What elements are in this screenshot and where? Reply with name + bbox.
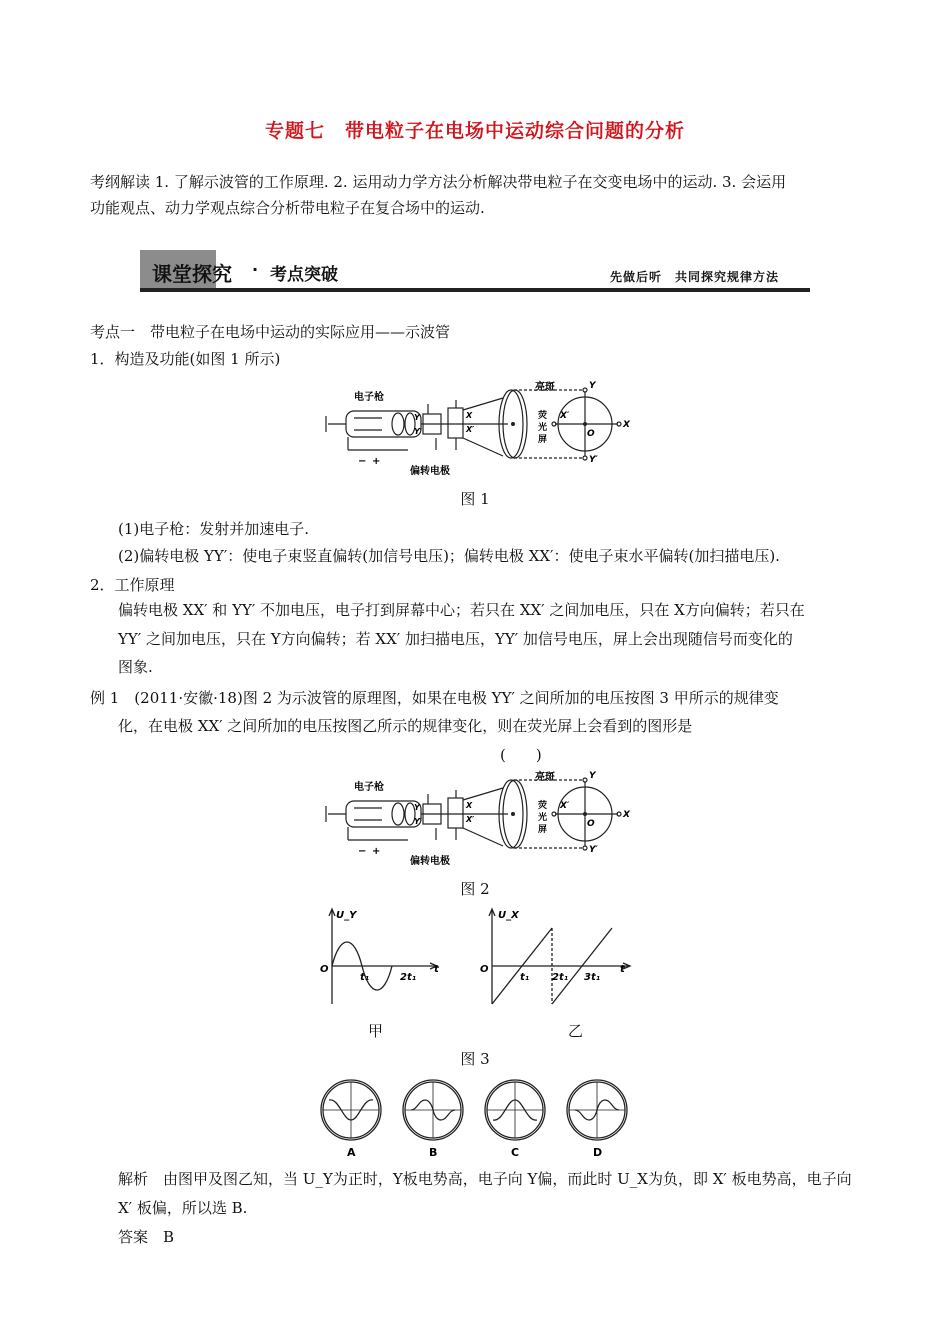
label-spot: 亮斑: [535, 382, 555, 393]
label-screen-3-2: 屏: [538, 825, 548, 835]
banner-main: 课堂探究: [152, 262, 232, 286]
label-deflect: 偏转电极: [410, 466, 450, 477]
principle-line-3: 图象.: [118, 658, 153, 676]
label-screen-y-2: Y: [589, 771, 596, 781]
oscilloscope-diagram-1: [318, 378, 638, 478]
example-line-1: 例 1 (2011·安徽·18)图 2 为示波管的原理图，如果在电极 YY′ 之间所加的电压按图 3 甲所示的规律变: [90, 689, 779, 707]
voltage-graphs: [312, 904, 652, 1012]
option-d-label: D: [593, 1146, 603, 1159]
yi-t1: t₁: [520, 972, 530, 983]
yi-ylabel: U_X: [498, 910, 519, 921]
answer-line: 答案 B: [118, 1228, 175, 1246]
label-yp-plate: Y′: [414, 427, 422, 436]
label-screen-x-2: X: [623, 810, 630, 820]
label-screen-yp-2: Y′: [589, 845, 598, 855]
label-screen-xp: X′: [560, 411, 570, 421]
label-screen-1: 荧: [538, 411, 548, 421]
label-screen-2: 光: [538, 423, 548, 433]
label-screen-xp-2: X′: [560, 801, 570, 811]
fig2-caption: 图 2: [460, 880, 490, 898]
label-gun-2: 电子枪: [354, 782, 384, 793]
oscilloscope-diagram-2: [318, 768, 638, 868]
principle-line-2: YY′ 之间加电压，只在 Y方向偏转；若 XX′ 加扫描电压，YY′ 加信号电压，屏上会出现随信号而变化的: [118, 630, 793, 648]
label-y-plate: Y: [414, 413, 420, 422]
label-origin: O: [587, 429, 595, 439]
label-plus: +: [372, 456, 381, 467]
label-xp-plate: X′: [466, 425, 475, 434]
yi-t: t: [620, 964, 625, 975]
yi-t3: 3t₁: [584, 972, 601, 983]
label-screen-x: X: [623, 420, 630, 430]
syllabus-line-2: 功能观点、动力学观点综合分析带电粒子在复合场中的运动.: [90, 199, 485, 217]
label-x-plate-2: X: [466, 801, 473, 810]
label-deflect-2: 偏转电极: [410, 856, 450, 867]
label-screen-2-2: 光: [538, 813, 548, 823]
banner-dot: ·: [252, 260, 259, 279]
fig3-caption: 图 3: [460, 1050, 490, 1068]
structure-heading: 1．构造及功能(如图 1 所示): [90, 350, 281, 368]
label-origin-2: O: [587, 819, 595, 829]
label-y-plate-2: Y: [414, 803, 420, 812]
answer-paren: ( ): [500, 746, 542, 764]
label-minus: −: [358, 456, 367, 467]
label-gun: 电子枪: [354, 392, 384, 403]
item-deflection: (2)偏转电极 YY′：使电子束竖直偏转(加信号电压)；偏转电极 XX′：使电子束水平偏转(加扫描电压).: [118, 547, 780, 565]
option-c-label: C: [511, 1146, 520, 1159]
jia-t: t: [434, 964, 439, 975]
kaodian-heading: 考点一 带电粒子在电场中运动的实际应用——示波管: [90, 323, 451, 341]
label-screen-3: 屏: [538, 435, 548, 445]
label-minus-2: −: [358, 846, 367, 857]
label-spot-2: 亮斑: [535, 772, 555, 783]
jia-ylabel: U_Y: [336, 910, 357, 921]
label-xp-plate-2: X′: [466, 815, 475, 824]
yi-origin: O: [480, 964, 489, 975]
fig1-caption: 图 1: [460, 490, 490, 508]
label-screen-yp: Y′: [589, 455, 598, 465]
banner-right: 先做后听 共同探究规律方法: [610, 270, 780, 284]
analysis-line-2: X′ 板偏，所以选 B.: [118, 1199, 248, 1217]
yi-label: 乙: [568, 1022, 584, 1040]
answer-options: [315, 1078, 635, 1160]
item-electron-gun: (1)电子枪：发射并加速电子.: [118, 520, 310, 538]
label-plus-2: +: [372, 846, 381, 857]
jia-t2: 2t₁: [400, 972, 417, 983]
option-a-label: A: [347, 1146, 356, 1159]
label-screen-y: Y: [589, 381, 596, 391]
analysis-line-1: 解析 由图甲及图乙知，当 U_Y为正时，Y板电势高，电子向 Y偏，而此时 U_X为负，即 X′ 板电势高，电子向: [118, 1170, 852, 1188]
section-banner: [140, 250, 810, 292]
yi-t2: 2t₁: [552, 972, 569, 983]
principle-line-1: 偏转电极 XX′ 和 YY′ 不加电压，电子打到屏幕中心；若只在 XX′ 之间加电压，只在 X方向偏转；若只在: [118, 601, 805, 619]
jia-t1: t₁: [360, 972, 370, 983]
example-line-2: 化，在电极 XX′ 之间所加的电压按图乙所示的规律变化，则在荧光屏上会看到的图形是: [118, 717, 693, 735]
banner-sub: 考点突破: [270, 265, 338, 285]
label-x-plate: X: [466, 411, 473, 420]
syllabus-line-1: 考纲解读 1. 了解示波管的工作原理. 2. 运用动力学方法分析解决带电粒子在交变电场中的运动. 3. 会运用: [90, 173, 787, 191]
option-b-label: B: [429, 1146, 438, 1159]
label-yp-plate-2: Y′: [414, 817, 422, 826]
principle-heading: 2．工作原理: [90, 576, 175, 594]
page-title: 专题七 带电粒子在电场中运动综合问题的分析: [264, 120, 685, 142]
jia-origin: O: [320, 964, 329, 975]
label-screen-1-2: 荧: [538, 801, 548, 811]
jia-label: 甲: [368, 1022, 384, 1040]
